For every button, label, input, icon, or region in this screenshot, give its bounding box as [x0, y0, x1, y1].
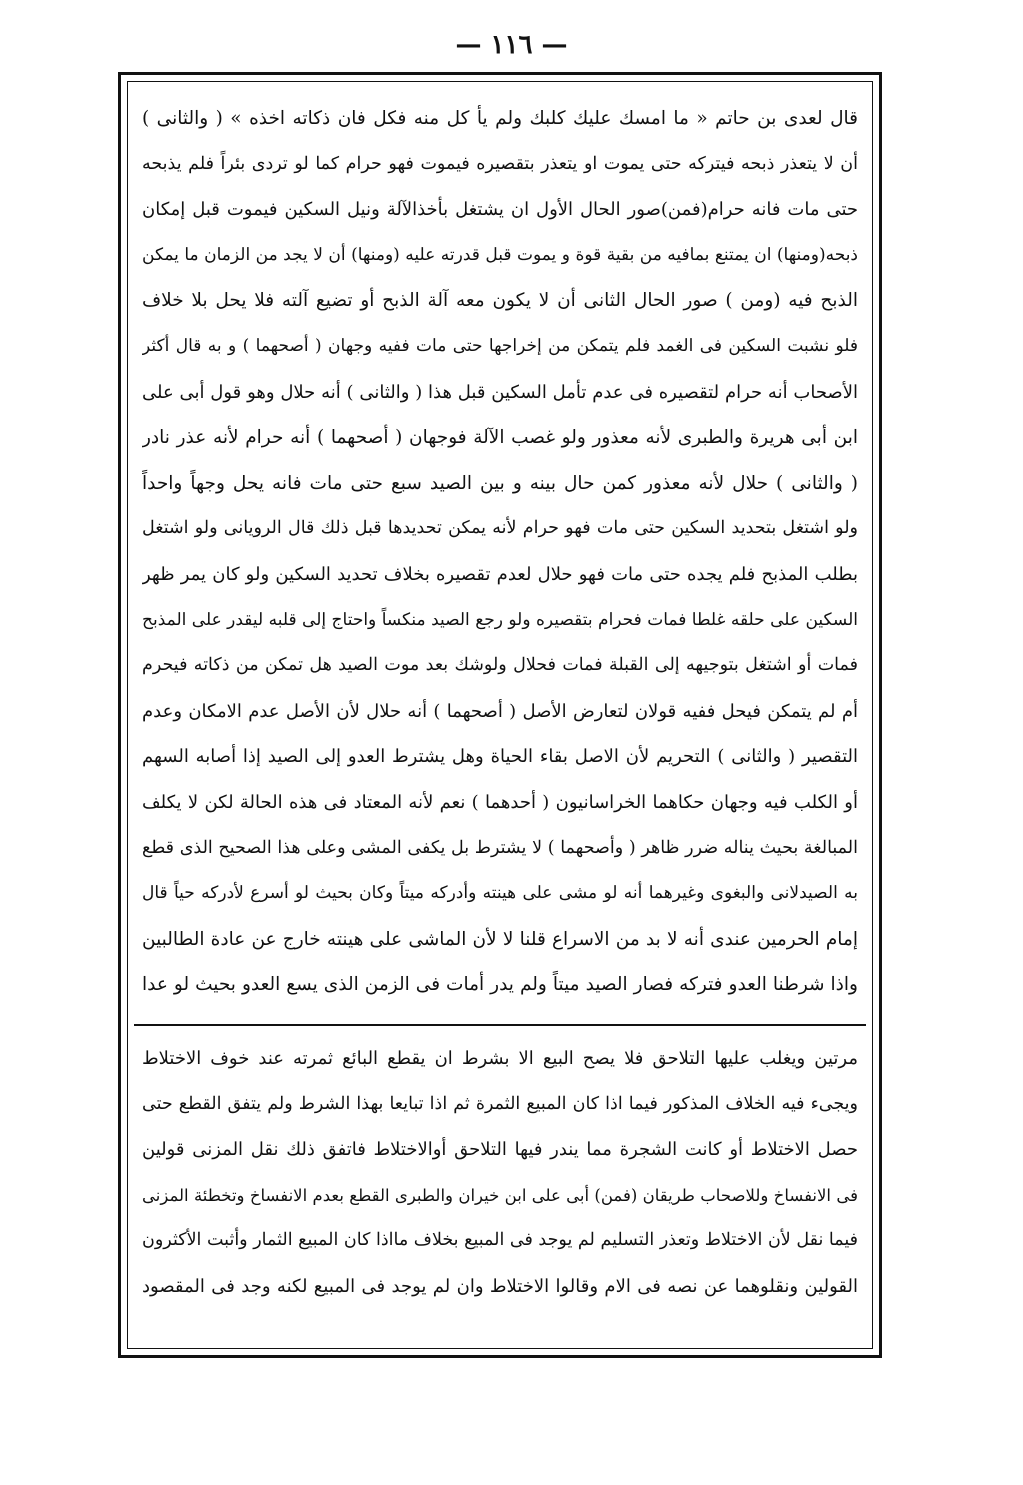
main-text-line: حتى مات فانه حرام(فمن)صور الحال الأول ان يشتغل بأخذالآلة ونيل السكين فيموت قبل إمكان [142, 199, 858, 221]
main-text-line: واذا شرطنا العدو فتركه فصار الصيد ميتاً ولم يدر أمات فى الزمن الذى يسع العدو بحيث لو عدا [142, 974, 858, 996]
page-number: — ١١٦ — [455, 30, 568, 60]
main-text-line: المبالغة بحيث يناله ضرر ظاهر ( وأصحهما ) لا يشترط بل يكفى المشى وعلى هذا الصحيح الذى قطع [142, 837, 858, 858]
footnote-line: القولين ونقلوهما عن نصه فى الام وقالوا الاختلاط وان لم يوجد فى المبيع لكنه وجد فى المقصود [142, 1275, 858, 1297]
footnote-line: فى الانفساخ وللاصحاب طريقان (فمن) أبى على ابن خيران والطبرى القطع بعدم الانفساخ وتخطئة المزنى [142, 1185, 858, 1205]
footnote-line: فيما نقل لأن الاختلاط وتعذر التسليم لم يوجد فى المبيع بخلاف مااذا كان المبيع الثمار وأثبت الأكثرون [142, 1230, 858, 1251]
main-text-body [142, 96, 858, 1008]
main-text-line: التقصير ( والثانى ) التحريم لأن الاصل بقاء الحياة وهل يشترط العدو إلى الصيد إذا أصابه السهم [142, 746, 858, 768]
main-text-line: أم لم يتمكن فيحل ففيه قولان لتعارض الأصل ( أصحهما ) أنه حلال لأن الأصل عدم الامكان وعدم [142, 700, 858, 722]
main-text-line: أو الكلب فيه وجهان حكاهما الخراسانيون ( أحدهما ) نعم لأنه المعتاد فى هذه الحالة لكن لا يكلف [142, 791, 858, 813]
main-text-line: إمام الحرمين عندى أنه لا بد من الاسراع قلنا لا لأن الماشى على هينته خارج عن عادة الطالبين [142, 928, 858, 950]
main-text-line: ذبحه(ومنها) ان يمتنع بمافيه من بقية قوة و يموت قبل قدرته عليه (ومنها) أن لا يجد من الزمان ما يمكن [142, 244, 858, 265]
main-text-line: ولو اشتغل بتحديد السكين حتى مات فهو حرام لأنه يمكن تحديدها قبل ذلك قال الرويانى ولو اشتغل [142, 518, 858, 539]
main-text-line: فلو نشبت السكين فى الغمد فلم يتمكن من إخراجها حتى مات ففيه وجهان ( أصحهما ) و به قال أكثر [142, 335, 858, 356]
footnote-separator [134, 1024, 866, 1026]
page-frame [118, 72, 882, 1358]
footnote-text-body [142, 1036, 858, 1310]
footnote-line: ويجىء فيه الخلاف المذكور فيما اذا كان المبيع الثمرة ثم اذا تبايعا بهذا الشرط ولم يتفق القطع حتى [142, 1093, 858, 1114]
main-text-line: أن لا يتعذر ذبحه فيتركه حتى يموت او يتعذر بتقصيره فيموت فهو حرام كما لو تردى بئراً فلم يذبحه [142, 153, 858, 174]
footnote-line: مرتين ويغلب عليها التلاحق فلا يصح البيع الا بشرط ان يقطع البائع ثمرته عند خوف الاختلاط [142, 1048, 858, 1069]
main-text-line: فمات أو اشتغل بتوجيهه إلى القبلة فمات فحلال ولوشك بعد موت الصيد هل تمكن من ذكاته فيحرم [142, 655, 858, 676]
main-text-line: بطلب المذبح فلم يجده حتى مات فهو حلال لعدم تقصيره بخلاف تحديد السكين ولو كان يمر ظهر [142, 563, 858, 585]
main-text-line: الذبح فيه (ومن ) صور الحال الثانى أن لا يكون معه آلة الذبح أو تضيع آلته فلا يحل بلا خلاف [142, 290, 858, 312]
main-text-line: ( والثانى ) حلال لأنه معذور كمن حال بينه و بين الصيد سبع حتى مات فانه يحل وجهاً واحداً [142, 472, 858, 494]
main-text-line: قال لعدى بن حاتم « ما امسك عليك كلبك ولم يأ كل منه فكل فان ذكاته اخذه » ( والثانى ) [142, 108, 858, 129]
main-text-line: السكين على حلقه غلطا فمات فحرام بتقصيره ولو رجع الصيد منكساً واحتاج إلى قلبه ليقدر على المذبح [142, 609, 858, 630]
page-frame-inner [127, 81, 873, 1349]
main-text-line: به الصيدلانى والبغوى وغيرهما أنه لو مشى على هينته وأدركه ميتاً وكان بحيث لو أسرع لأدركه حياً قال [142, 883, 858, 904]
footnote-line: حصل الاختلاط أو كانت الشجرة مما يندر فيها التلاحق أوالاختلاط فاتفق ذلك نقل المزنى قولين [142, 1139, 858, 1161]
main-text-line: ابن أبى هريرة والطبرى لأنه معذور ولو غصب الآلة فوجهان ( أصحهما ) أنه حرام لأنه عذر نادر [142, 427, 858, 449]
main-text-line: الأصحاب أنه حرام لتقصيره فى عدم تأمل السكين قبل هذا ( والثانى ) أنه حلال وهو قول أبى على [142, 381, 858, 403]
